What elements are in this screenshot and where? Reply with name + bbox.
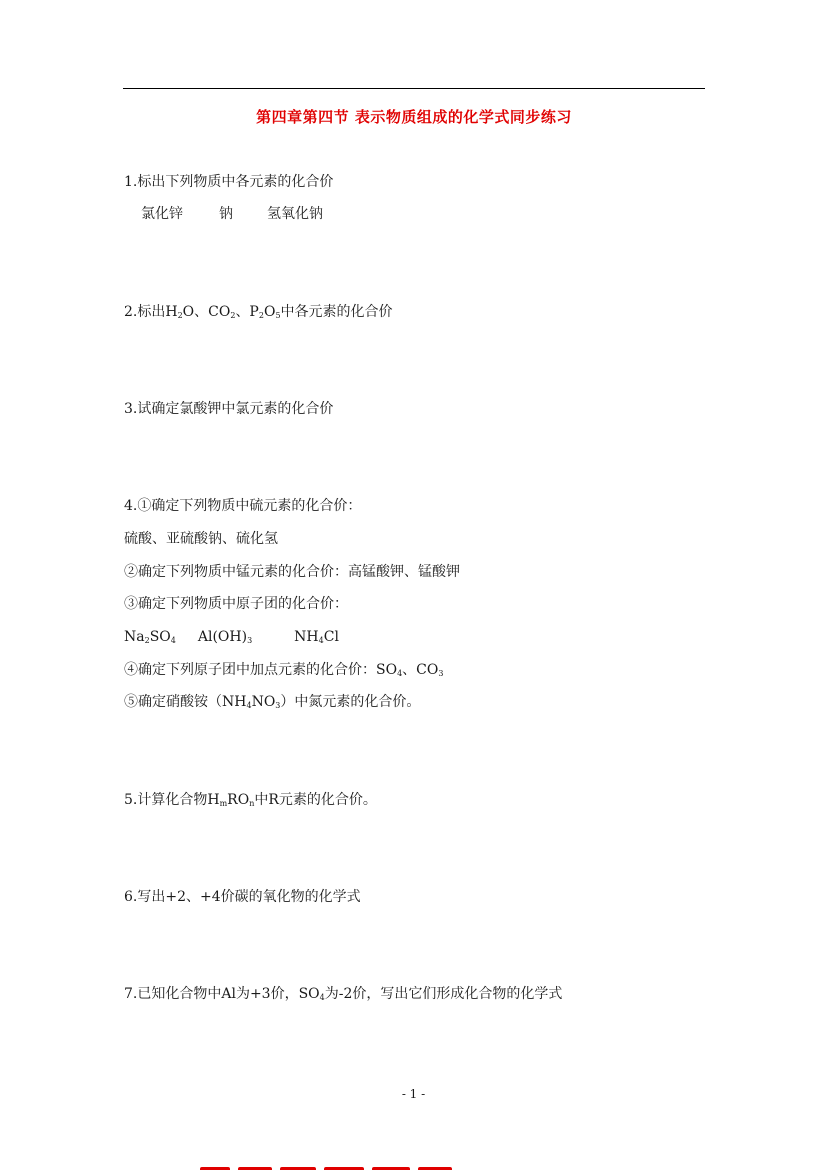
question-4-part-3: ③确定下列物质中原子团的化合价： [124,596,348,612]
question-2: 2.标出$H_2O$、$CO_2$、$P_2O_5$中各元素的化合价 [124,304,393,320]
item-sodium: 钠 [219,206,233,222]
question-7: 7.已知化合物中Al为+3价，$SO_4$为-2价，写出它们形成化合物的化学式 [124,986,563,1002]
next-page-title-fragment [200,1162,500,1170]
item-sodium-hydroxide: 氢氧化钠 [267,206,323,222]
question-4-substances: 硫酸、亚硫酸钠、硫化氢 [124,531,278,547]
header-rule [123,88,705,89]
question-4-formulas: $Na_2SO_4$ $Al(OH)_3$ $NH_4Cl$ [124,629,339,645]
question-5: 5.计算化合物$H_mRO_n$中R元素的化合价。 [124,792,377,808]
item-zinc-chloride: 氯化锌 [141,206,183,222]
question-4-part-1: 4.①确定下列物质中硫元素的化合价： [124,498,362,514]
page-title: 第四章第四节 表示物质组成的化学式同步练习 [256,108,572,126]
question-6: 6.写出+2、+4价碳的氧化物的化学式 [124,889,361,905]
question-1-items [141,205,323,223]
question-4-part-5: ⑤确定硝酸铵$(NH_4NO_3)$中氮元素的化合价。 [124,694,421,710]
question-1: 1.标出下列物质中各元素的化合价 [124,174,334,190]
question-4-part-2: ②确定下列物质中锰元素的化合价：高锰酸钾、锰酸钾 [124,564,460,580]
page-number: - 1 - [401,1087,426,1101]
question-3: 3.试确定氯酸钾中氯元素的化合价 [124,401,334,417]
question-4-part-4: ④确定下列原子团中加点元素的化合价：$SO_4$、$CO_3$ [124,662,444,678]
